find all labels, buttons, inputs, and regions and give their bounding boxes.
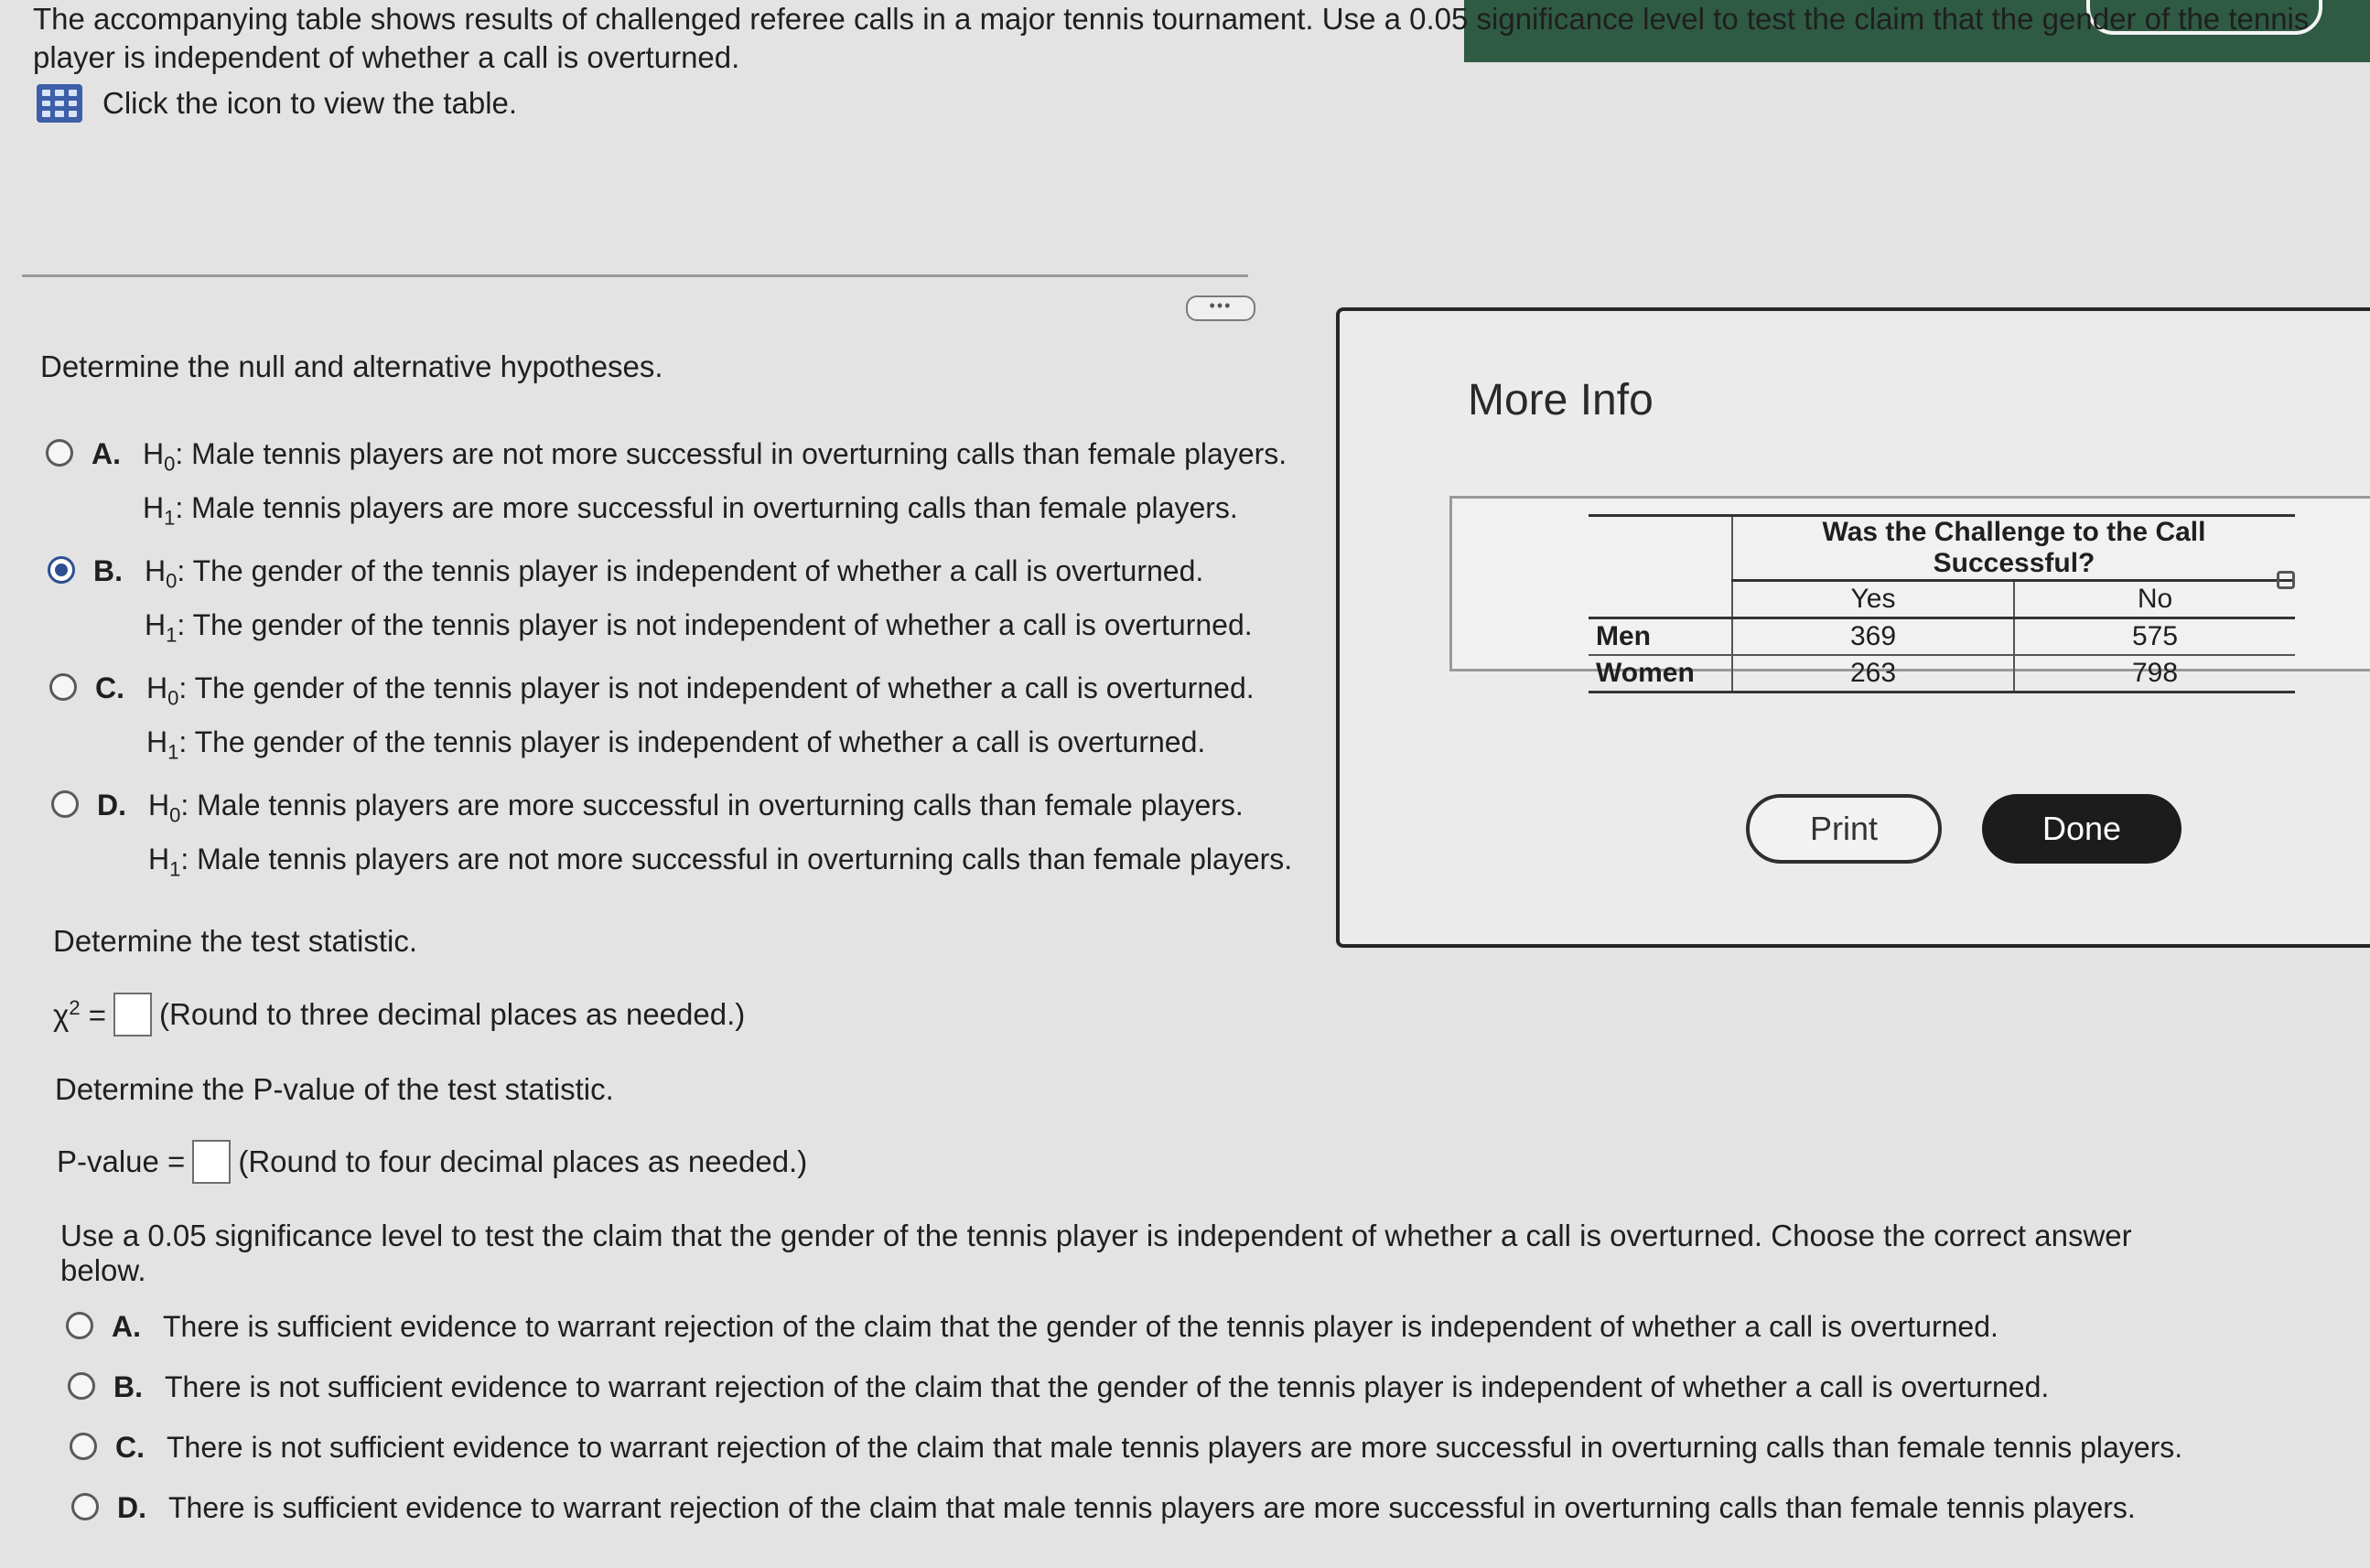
print-button[interactable]: Print: [1746, 794, 1942, 864]
h1-statement: $H_1$: Male tennis players are not more successful in overturning calls than female players.: [148, 843, 1293, 881]
column-header-no: No: [2014, 581, 2295, 618]
table-row: [1589, 618, 2295, 656]
question-intro: The accompanying table shows results of challenged referee calls in a major tennis tournament. Use a 0.05 significance level to test the claim that the gender of the tennis player is independent of whether a call is overturned.: [33, 2, 2310, 74]
h0-statement: $H_0$: The gender of the tennis player is not independent of whether a call is overturned.: [146, 671, 1255, 710]
table-cell: 263: [1732, 655, 2014, 693]
p-value-hint: (Round to four decimal places as needed.): [238, 1144, 808, 1178]
chi-square-label: $\chi^2$ =: [53, 996, 107, 1032]
option-letter: C.: [95, 671, 124, 704]
option-letter: B.: [113, 1370, 143, 1403]
option-letter: A.: [92, 437, 121, 470]
expand-more-button[interactable]: •••: [1186, 295, 1255, 321]
h1-statement: $H_1$: The gender of the tennis player is not independent of whether a call is overturned.: [145, 608, 1253, 647]
radio-b-selected[interactable]: [48, 556, 75, 584]
radio-c[interactable]: [70, 1433, 97, 1460]
copy-table-icon[interactable]: [2277, 571, 2295, 589]
hypothesis-option-a[interactable]: [46, 432, 1287, 541]
row-label: Men: [1589, 618, 1732, 656]
h1-statement: $H_1$: The gender of the tennis player is independent of whether a call is overturned.: [146, 725, 1206, 764]
h0-statement: $H_0$: The gender of the tennis player is independent of whether a call is overturned.: [145, 554, 1204, 593]
conclusion-option-a[interactable]: [66, 1305, 1998, 1348]
option-letter: A.: [112, 1310, 141, 1343]
view-table-link[interactable]: [37, 84, 517, 123]
contingency-table: [1589, 514, 2295, 693]
table-grid-icon[interactable]: [37, 84, 82, 123]
radio-d[interactable]: [71, 1493, 99, 1520]
table-cell: 575: [2014, 618, 2295, 656]
p-value-label: P-value =: [57, 1144, 186, 1178]
chi-square-input[interactable]: [113, 993, 152, 1036]
conclusion-option-b[interactable]: [68, 1365, 2049, 1409]
radio-c[interactable]: [49, 673, 77, 701]
option-letter: B.: [93, 554, 123, 587]
h0-statement: $H_0$: Male tennis players are more successful in overturning calls than female players.: [148, 789, 1244, 827]
option-text: There is sufficient evidence to warrant rejection of the claim that male tennis players are more successful in overturning calls than female tennis players.: [168, 1491, 2136, 1524]
option-text: There is not sufficient evidence to warrant rejection of the claim that male tennis players are more successful in overturning calls than female tennis players.: [167, 1431, 2183, 1464]
hypothesis-option-d[interactable]: [51, 783, 1292, 892]
p-value-input[interactable]: [192, 1140, 231, 1184]
radio-b[interactable]: [68, 1372, 95, 1400]
option-text: There is sufficient evidence to warrant rejection of the claim that the gender of the tennis player is independent of whether a call is overturned.: [163, 1310, 1998, 1343]
p-value-answer-row: [57, 1140, 807, 1184]
option-letter: C.: [115, 1431, 145, 1464]
done-button[interactable]: Done: [1982, 794, 2181, 864]
chi-square-hint: (Round to three decimal places as needed.): [159, 997, 746, 1031]
section-divider: [22, 274, 1248, 277]
table-cell: 798: [2014, 655, 2295, 693]
hypothesis-option-b[interactable]: [48, 549, 1253, 658]
radio-d[interactable]: [51, 790, 79, 818]
radio-a[interactable]: [46, 439, 73, 467]
hypotheses-prompt: Determine the null and alternative hypotheses.: [40, 349, 663, 383]
more-info-title: More Info: [1468, 376, 1654, 424]
view-table-label[interactable]: Click the icon to view the table.: [102, 86, 518, 120]
chi-square-answer-row: [53, 993, 745, 1036]
h1-statement: $H_1$: Male tennis players are more successful in overturning calls than female players.: [143, 491, 1238, 530]
row-label: Women: [1589, 655, 1732, 693]
table-row: [1589, 655, 2295, 693]
p-value-prompt: Determine the P-value of the test statistic.: [55, 1072, 614, 1106]
option-letter: D.: [97, 789, 126, 822]
hypothesis-option-c[interactable]: [49, 666, 1255, 775]
conclusion-option-d[interactable]: [71, 1486, 2136, 1530]
conclusion-prompt: Use a 0.05 significance level to test the claim that the gender of the tennis player is independent of whether a call is overturned. Choose the correct answer below.: [60, 1219, 2132, 1287]
h0-statement: $H_0$: Male tennis players are not more successful in overturning calls than female players.: [143, 437, 1287, 476]
table-cell: 369: [1732, 618, 2014, 656]
test-statistic-prompt: Determine the test statistic.: [53, 924, 417, 958]
column-header-yes: Yes: [1732, 581, 2014, 618]
conclusion-option-c[interactable]: [70, 1425, 2182, 1469]
option-letter: D.: [117, 1491, 146, 1524]
radio-a[interactable]: [66, 1312, 93, 1339]
option-text: There is not sufficient evidence to warrant rejection of the claim that the gender of the tennis player is independent of whether a call is overturned.: [165, 1370, 2050, 1403]
table-group-header: Was the Challenge to the Call Successful?: [1732, 516, 2295, 581]
